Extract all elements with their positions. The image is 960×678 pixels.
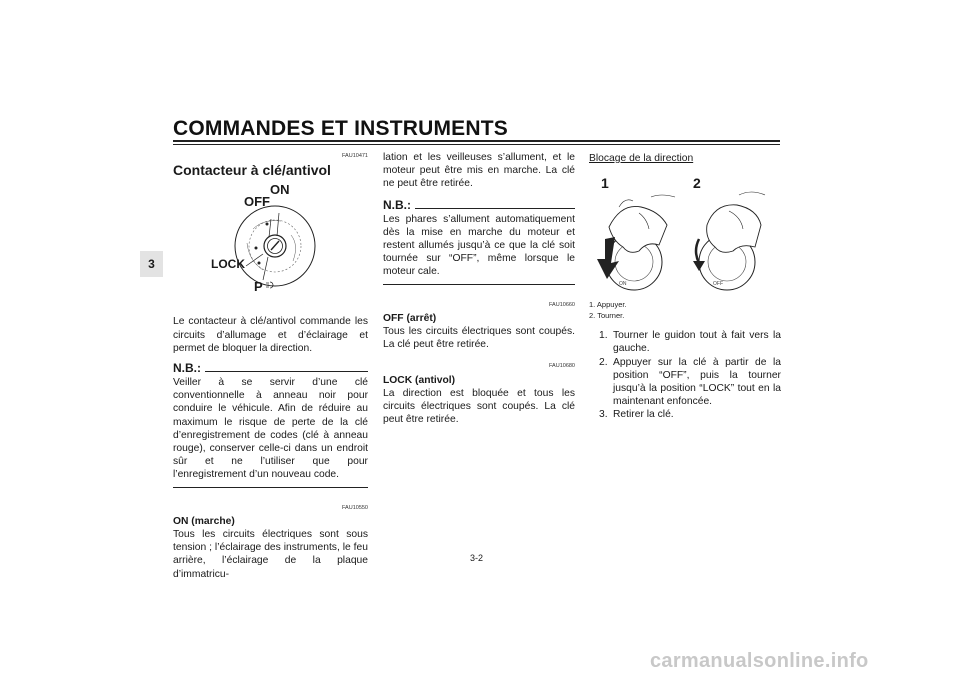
on-heading: ON (marche) (173, 515, 235, 527)
nb-end-rule (173, 486, 368, 488)
figure-caption (589, 299, 781, 321)
svg-text:ON: ON (619, 281, 627, 288)
page-title: COMMANDES ET INSTRUMENTS (173, 117, 508, 140)
step-number: 1. (599, 330, 608, 342)
off-paragraph: Tous les circuits électriques sont coupés. La clé peut être retirée. (383, 326, 575, 351)
steps-list (589, 329, 781, 421)
lock-label: LOCK (211, 257, 245, 272)
intro-paragraph: Le contacteur à clé/antivol commande les circuits d’allumage et d’éclairage et permet de bloquer la direction. (173, 316, 368, 354)
title-rule-thin (173, 144, 780, 145)
nb-heading (383, 199, 575, 211)
caption-item: 2. Tourner. (589, 311, 625, 321)
caption-item: 1. Appuyer. (589, 300, 627, 310)
lock-heading: LOCK (antivol) (383, 374, 456, 386)
park-label: P (254, 279, 263, 295)
parking-light-icon (265, 280, 275, 290)
off-heading: OFF (arrêt) (383, 312, 437, 324)
key-switch-diagram (173, 177, 368, 303)
nb-label: N.B.: (383, 197, 411, 212)
nb-text: Veiller à se servir d’une clé conventionnelle à anneau noir pour conduire le véhicule. Afin de réduire au maximum le risque de perte de la clé d’enregistrement de codes (clé à anneau rouge), conserver celle-ci dans un endroit sûr et ne l’utiliser que pour l’enregistrement d’un nouveau code. (173, 377, 368, 481)
step-item (599, 329, 781, 355)
nb-rule (415, 207, 575, 209)
page-number: 3-2 (470, 553, 484, 563)
title-rule (173, 140, 780, 142)
step-text: Tourner le guidon tout à fait vers la gauche. (613, 330, 781, 355)
on-paragraph: Tous les circuits électriques sont sous tension ; l’éclairage des instruments, le feu arrière, l’éclairage de la plaque d’immatricu- (173, 529, 368, 580)
on-paragraph-continued: lation et les veilleuses s’allument, et le moteur peut être mis en marche. La clé ne peut être retirée. (383, 152, 575, 190)
ref-code: FAU10680 (549, 363, 575, 370)
steering-lock-figure (589, 167, 781, 295)
chapter-tab: 3 (140, 251, 163, 277)
hand-key-illustration (589, 167, 781, 295)
figure-label-1: 1 (601, 175, 609, 192)
watermark: carmanualsonline.info (650, 650, 869, 672)
step-item (599, 408, 781, 421)
ref-code: FAU10471 (342, 153, 368, 159)
column-1 (173, 150, 368, 581)
steering-lock-heading: Blocage de la direction (589, 153, 694, 164)
section-title: Contacteur à clé/antivol (173, 162, 331, 179)
column-3 (589, 152, 781, 422)
svg-text:OFF: OFF (713, 281, 723, 288)
nb-label: N.B.: (173, 361, 201, 376)
column-2 (383, 151, 575, 426)
nb-heading (173, 362, 368, 374)
nb-rule (205, 370, 368, 372)
off-label: OFF (244, 194, 270, 210)
ref-code: FAU10550 (342, 504, 368, 511)
lock-paragraph: La direction est bloquée et tous les circuits électriques sont coupés. La clé peut être retirée. (383, 387, 575, 426)
step-number: 2. (599, 356, 608, 368)
step-item (599, 356, 781, 409)
step-text: Appuyer sur la clé à partir de la position “OFF”, puis la tourner jusqu’à la position “LOCK” tout en la maintenant enfoncée. (613, 356, 781, 408)
ref-code: FAU10660 (549, 301, 575, 308)
nb-text: Les phares s’allument automatiquement dès la mise en marche du moteur et restent allumés jusqu’à ce que la clé soit tournée sur “OFF”, même lorsque le moteur cale. (383, 213, 575, 278)
step-text: Retirer la clé. (613, 409, 674, 421)
step-number: 3. (599, 409, 608, 421)
figure-label-2: 2 (693, 175, 701, 192)
nb-end-rule (383, 283, 575, 285)
on-label: ON (270, 182, 290, 198)
